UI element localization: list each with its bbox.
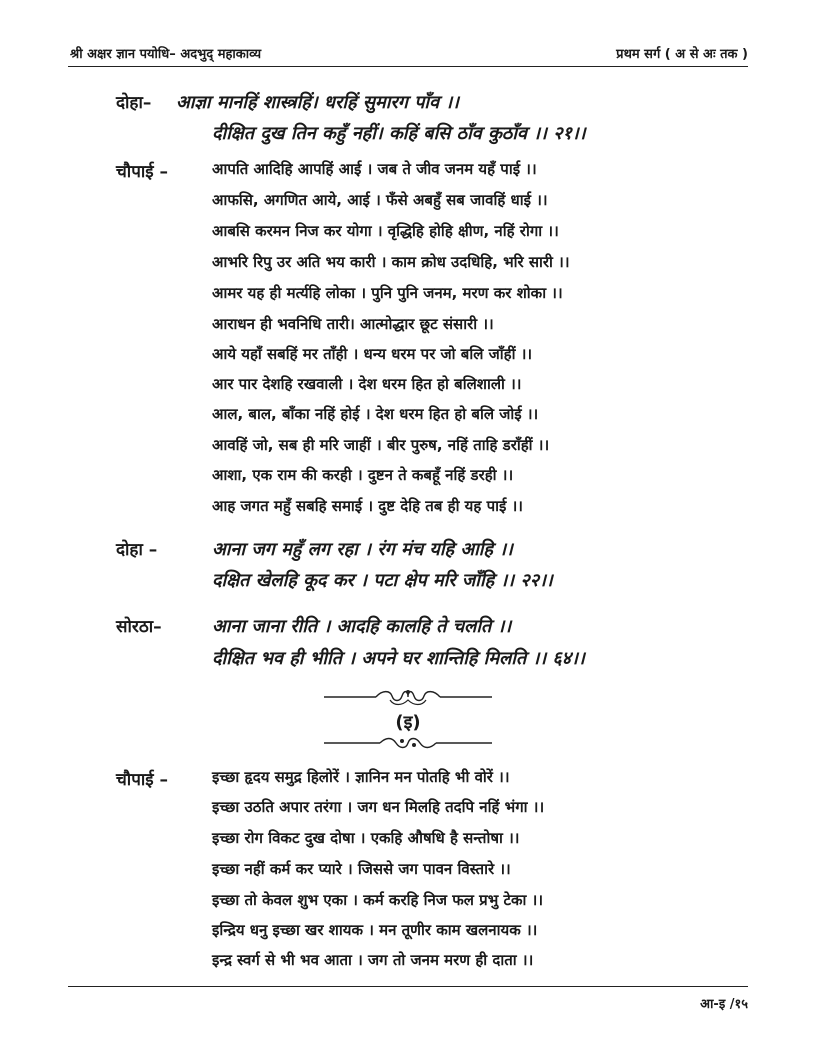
verse-line: आभरि रिपु उर अति भय कारी । काम क्रोध उदधिहि, भरि सारी ।। [212, 253, 570, 271]
verse-line: इच्छा नहीं कर्म कर प्यारे । जिससे जग पावन विस्तारे ।। [212, 860, 511, 878]
doha-label: दोहा– [116, 93, 152, 113]
verse-line: आराधन ही भवनिधि तारी। आत्मोद्धार छूट संसारी ।। [212, 315, 494, 333]
verse-line: आमर यह ही मर्त्यहि लोका । पुनि पुनि जनम, मरण कर शोका ।। [212, 284, 563, 302]
verse-line: आये यहाँ सबहिं मर ताँही । धन्य धरम पर जो बलि जाँहीं ।। [212, 345, 533, 363]
verse-line: इच्छा उठति अपार तरंगा । जग धन मिलहि तदपि नहिं भंगा ।। [212, 798, 545, 816]
verse-line: दक्षित खेलहि कूद कर । पटा क्षेप मरि जाँहि ।। २२।। [212, 570, 553, 591]
verse-line: आबसि करमन निज कर योगा । वृद्धिहि होहि क्षीण, नहिं रोगा ।। [212, 222, 559, 240]
page-number: आ-इ /१५ [700, 997, 748, 1012]
verse-line: आल, बाल, बाँका नहिं होई । देश धरम हित हो बलि जोई ।। [212, 405, 539, 423]
ornament-divider-bottom [320, 732, 496, 754]
verse-line: आपति आदिहि आपहिं आई । जब ते जीव जनम यहँ पाई ।। [212, 160, 537, 178]
verse-line: आशा, एक राम की करही । दुष्टन ते कबहूँ नहिं डरही ।। [212, 466, 514, 484]
verse-line: इन्द्रिय धनु इच्छा खर शायक । मन तूणीर काम खलनायक ।। [212, 921, 538, 939]
header-right: प्रथम सर्ग ( अ से अः तक ) [616, 47, 748, 62]
verse-line: इच्छा तो केवल शुभ एका । कर्म करहि निज फल प्रभु टेका ।। [212, 891, 544, 909]
section-title: (इ) [395, 712, 421, 733]
chaupai-label: चौपाई – [116, 162, 169, 182]
verse-line: इन्द्र स्वर्ग से भी भव आता । जग तो जनम मरण ही दाता ।। [212, 951, 534, 969]
verse-line: आफसि, अगणित आये, आई । फँसे अबहुँ सब जावहिं धाई ।। [212, 191, 548, 209]
ornament-divider-top [320, 686, 496, 708]
verse-line: आज्ञा मानहिं शास्त्रहिं। धरहिं सुमारग पाँव ।। [176, 92, 459, 113]
footer-divider [68, 986, 748, 987]
verse-line: आवहिं जो, सब ही मरि जाहीं । बीर पुरुष, नहिं ताहि डराँहीं ।। [212, 436, 550, 454]
verse-line: दीक्षित दुख तिन कहुँ नहीं। कहिं बसि ठाँव कुठाँव ।। २१।। [212, 123, 586, 144]
soratha-label: सोरठा– [116, 617, 162, 637]
verse-line: आर पार देशहि रखवाली । देश धरम हित हो बलिशाली ।। [212, 375, 522, 393]
verse-line: इच्छा रोग विकट दुख दोषा । एकहि औषधि है सन्तोषा ।। [212, 829, 520, 847]
verse-line: इच्छा हृदय समुद्र हिलोरें । ज्ञानिन मन पोतहि भी वोरें ।। [212, 768, 510, 786]
chaupai-label: चौपाई – [116, 770, 169, 790]
header-divider [68, 66, 748, 67]
doha-label: दोहा – [116, 540, 158, 560]
verse-line: आना जग महुँ लग रहा । रंग मंच यहि आहि ।। [212, 539, 513, 560]
header-left: श्री अक्षर ज्ञान पयोधि– अदभुद् महाकाव्य [70, 47, 262, 62]
verse-line: आह जगत महुँ सबहि समाई । दुष्ट देहि तब ही यह पाई ।। [212, 497, 523, 515]
verse-line: आना जाना रीति । आदहि कालहि ते चलति ।। [212, 616, 512, 637]
verse-line: दीक्षित भव ही भीति । अपने घर शान्तिहि मिलति ।। ६४।। [212, 648, 585, 669]
